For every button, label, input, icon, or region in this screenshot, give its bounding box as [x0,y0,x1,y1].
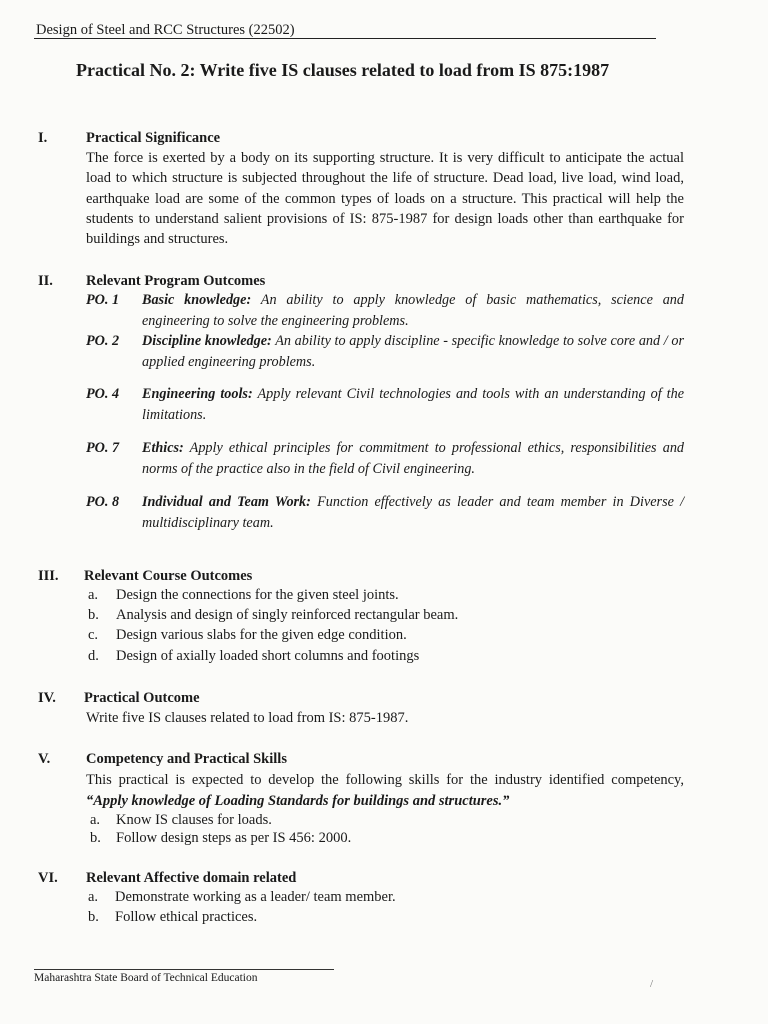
list-item-letter: a. [88,889,99,905]
po-name: Engineering tools: [142,386,253,402]
po-code: PO. 7 [86,440,120,456]
section-6-number: VI. [38,870,58,886]
footer-divider [34,969,334,970]
section-2-heading: Relevant Program Outcomes [86,273,266,289]
section-3-number: III. [38,568,59,584]
section-1-heading: Practical Significance [86,130,221,146]
list-item-letter: d. [88,648,99,664]
section-5-heading: Competency and Practical Skills [86,751,287,767]
list-item-text: Follow ethical practices. [115,909,258,925]
header-divider [34,38,656,39]
po-body [142,290,684,332]
po-body [142,384,684,426]
competency-intro: This practical is expected to develop the following skills for the industry identified competency, [86,772,684,788]
section-4-number: IV. [38,690,56,706]
list-item-letter: a. [88,587,99,603]
section-5-number: V. [38,751,51,767]
po-body [142,438,684,480]
list-item-letter: b. [88,909,99,925]
section-1-number: I. [38,130,48,146]
po-text: Function effectively as leader and team member in Diverse / multidisciplinary team. [142,494,685,531]
list-item-letter: c. [88,627,99,643]
list-item-text: Design the connections for the given steel joints. [116,587,399,603]
po-name: Ethics: [142,440,184,456]
po-text: Apply ethical principles for commitment to professional ethics, responsibilities and norms of the practice also in the field of Civil engineering. [142,440,685,477]
po-name: Basic knowledge: [142,292,252,308]
po-body [142,331,684,373]
list-item-text: Know IS clauses for loads. [116,812,272,828]
competency-quote: “Apply knowledge of Loading Standards for buildings and structures.” [86,792,510,809]
section-3-heading: Relevant Course Outcomes [84,568,253,584]
po-code: PO. 4 [86,386,120,402]
po-code: PO. 1 [86,292,120,308]
po-code: PO. 8 [86,494,120,510]
po-text: An ability to apply discipline - specific knowledge to solve core and / or applied engineering problems. [142,333,685,370]
po-name: Individual and Team Work: [142,494,311,510]
section-4-body: Write five IS clauses related to load from IS: 875-1987. [86,710,409,726]
list-item-letter: a. [90,812,101,828]
list-item-text: Design various slabs for the given edge condition. [116,627,407,643]
section-5-body [86,770,684,811]
list-item-text: Analysis and design of singly reinforced rectangular beam. [116,607,459,623]
list-item-text: Demonstrate working as a leader/ team member. [115,889,396,905]
section-2-number: II. [38,273,53,289]
section-4-heading: Practical Outcome [84,690,200,706]
page-title: Practical No. 2: Write five IS clauses related to load from IS 875:1987 [76,60,610,80]
list-item-letter: b. [90,830,101,846]
page-header: Design of Steel and RCC Structures (22502) [36,22,295,38]
po-text: Apply relevant Civil technologies and tools with an understanding of the limitations. [142,386,685,423]
po-body [142,492,684,534]
section-6-heading: Relevant Affective domain related [86,870,297,886]
corner-mark: / [650,978,654,990]
section-1-body: The force is exerted by a body on its supporting structure. It is very difficult to anticipate the actual load to which structure is subjected throughout the life of structure. Dead load, live load, wind load, earthquake load are some of the common types of loads on a structure. This practical will help the students to understand salient provisions of IS: 875-1987 for design loads other than earthquake for buildings and structures. [86,150,684,248]
list-item-letter: b. [88,607,99,623]
page-footer: Maharashtra State Board of Technical Education [34,972,258,984]
list-item-text: Design of axially loaded short columns and footings [116,648,420,664]
po-text: An ability to apply knowledge of basic mathematics, science and engineering to solve the engineering problems. [142,292,684,329]
po-code: PO. 2 [86,333,120,349]
po-name: Discipline knowledge: [142,333,272,349]
list-item-text: Follow design steps as per IS 456: 2000. [116,830,352,846]
